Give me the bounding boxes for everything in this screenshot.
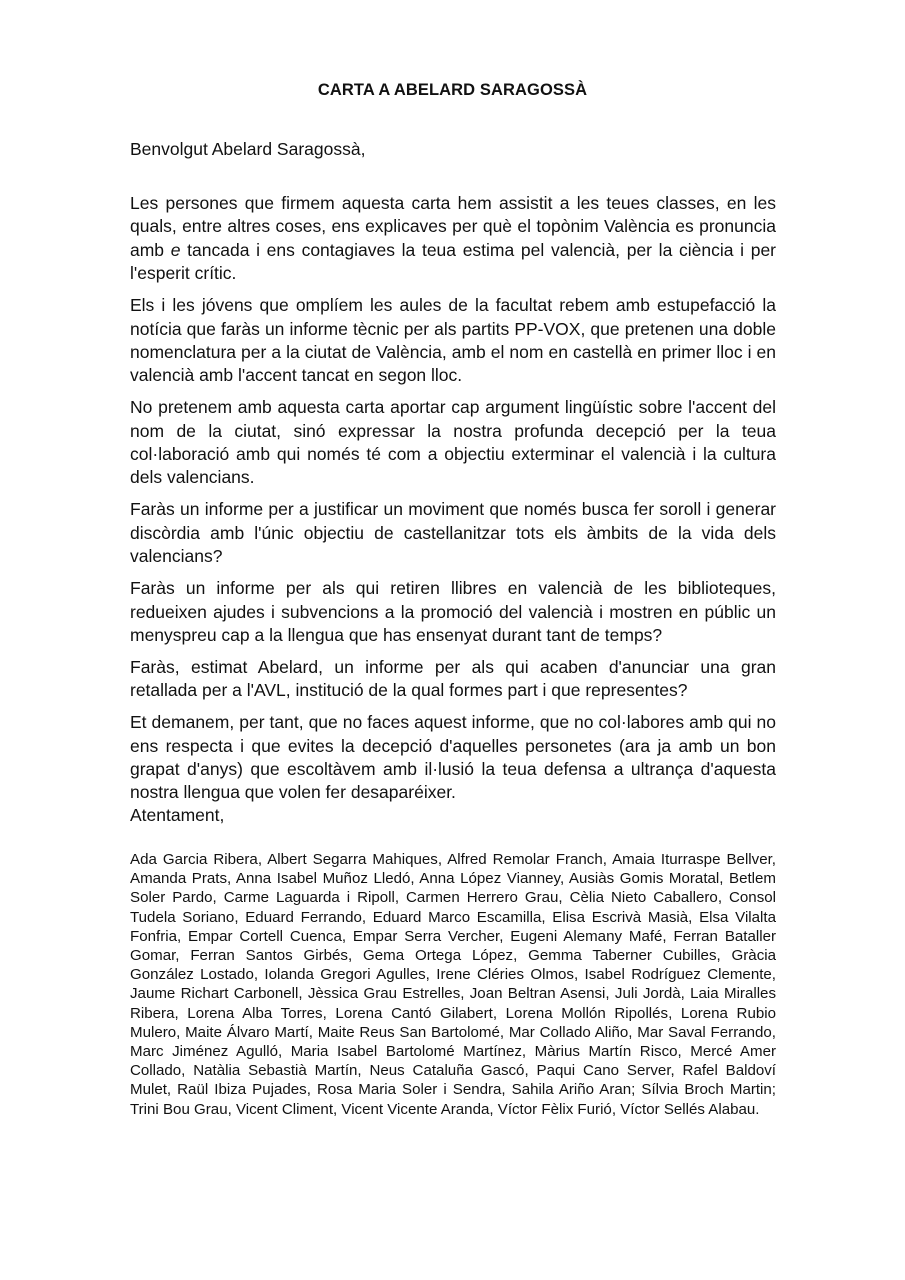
salutation: Benvolgut Abelard Saragossà, xyxy=(130,139,366,159)
closing: Atentament, xyxy=(130,805,225,825)
paragraph-1-text-end: tancada i ens contagiaves la teua estima pel valencià, per la ciència i per l'esperit crític. xyxy=(130,239,777,284)
signatories-list: Ada Garcia Ribera, Albert Segarra Mahiques, Alfred Remolar Franch, Amaia Iturraspe Bellver, Amanda Prats, Anna Isabel Muñoz Lledó, Anna López Vianney, Ausiàs Gomis Moratal, Betlem Soler Pardo, Carme Laguarda i Ripoll, Carmen Herrero Grau, Cèlia Nieto Caballero, Consol Tudela Soriano, Eduard Ferrando, Eduard Marco Escamilla, Elisa Escrivà Masià, Elsa Vilalta Fonfria, Empar Cortell Cuenca, Empar Serra Vercher, Eugeni Alemany Mafé, Ferran Bataller Gomar, Ferran Santos Girbés, Gema Ortega López, Gemma Taberner Cubilles, Gràcia González Lostado, Iolanda Gregori Agulles, Irene Cléries Olmos, Isabel Rodríguez Clemente, Jaume Richart Carbonell, Jèssica Grau Estrelles, Joan Beltran Asensi, Juli Jordà, Laia Miralles Ribera, Lorena Alba Torres, Lorena Cantó Gilabert, Lorena Mollón Ripollés, Lorena Rubio Mulero, Maite Álvaro Martí, Maite Reus San Bartolomé, Mar Collado Aliño, Mar Saval Ferrando, Marc Jiménez Agulló, Maria Isabel Bartolomé Martínez, Màrius Martín Risco, Mercé Amer Collado, Natàlia Sebastià Martín, Neus Cataluña Gascó, Paqui Cano Server, Rafel Baldoví Mulet, Raül Ibiza Pujades, Rosa Maria Soler i Sendra, Sahila Ariño Aran; Sílvia Broch Martin; Trini Bou Grau, Vicent Climent, Vicent Vicente Aranda, Víctor Fèlix Furió, Víctor Sellés Alabau. xyxy=(130,851,776,1118)
paragraph-1-emphasis: e xyxy=(170,239,181,260)
letter-body xyxy=(130,192,776,813)
paragraph-5: Faràs un informe per als qui retiren llibres en valencià de les biblioteques, redueixen ajudes i subvencions a la promoció del valencià i mostren en públic un menyspreu cap a la llengua que has ensenyat durant tant de temps? xyxy=(130,578,776,645)
paragraph-3: No pretenem amb aquesta carta aportar cap argument lingüístic sobre l'accent del nom de la ciutat, sinó expressar la nostra profunda decepció per la teua col·laboració amb qui només té com a objectiu exterminar el valencià i la cultura dels valencians. xyxy=(130,397,776,488)
paragraph-1-text-start: Les persones que firmem aquesta carta hem assistit a les teues classes, en les quals, entre altres coses, ens explicaves per què el topònim València es pronuncia amb xyxy=(130,193,776,260)
paragraph-7: Et demanem, per tant, que no faces aquest informe, que no col·labores amb qui no ens respecta i que evites la decepció d'aquelles personetes (ara ja amb un bon grapat d'anys) que escoltàvem amb il·lusió la teua defensa a ultrança d'aquesta nostra llengua que volen fer desaparéixer. xyxy=(130,712,776,803)
letter-title: CARTA A ABELARD SARAGOSSÀ xyxy=(317,81,588,99)
paragraph-2: Els i les jóvens que omplíem les aules de la facultat rebem amb estupefacció la notícia que faràs un informe tècnic per als partits PP-VOX, que pretenen una doble nomenclatura per a la ciutat de València, amb el nom en castellà en primer lloc i en valencià amb l'accent tancat en segon lloc. xyxy=(130,295,776,386)
paragraph-4: Faràs un informe per a justificar un moviment que només busca fer soroll i generar discòrdia amb l'únic objectiu de castellanitzar tots els àmbits de la vida dels valencians? xyxy=(130,499,776,567)
paragraph-1 xyxy=(130,192,776,286)
paragraph-6: Faràs, estimat Abelard, un informe per als qui acaben d'anunciar una gran retallada per a l'AVL, institució de la qual formes part i que representes? xyxy=(130,656,776,701)
